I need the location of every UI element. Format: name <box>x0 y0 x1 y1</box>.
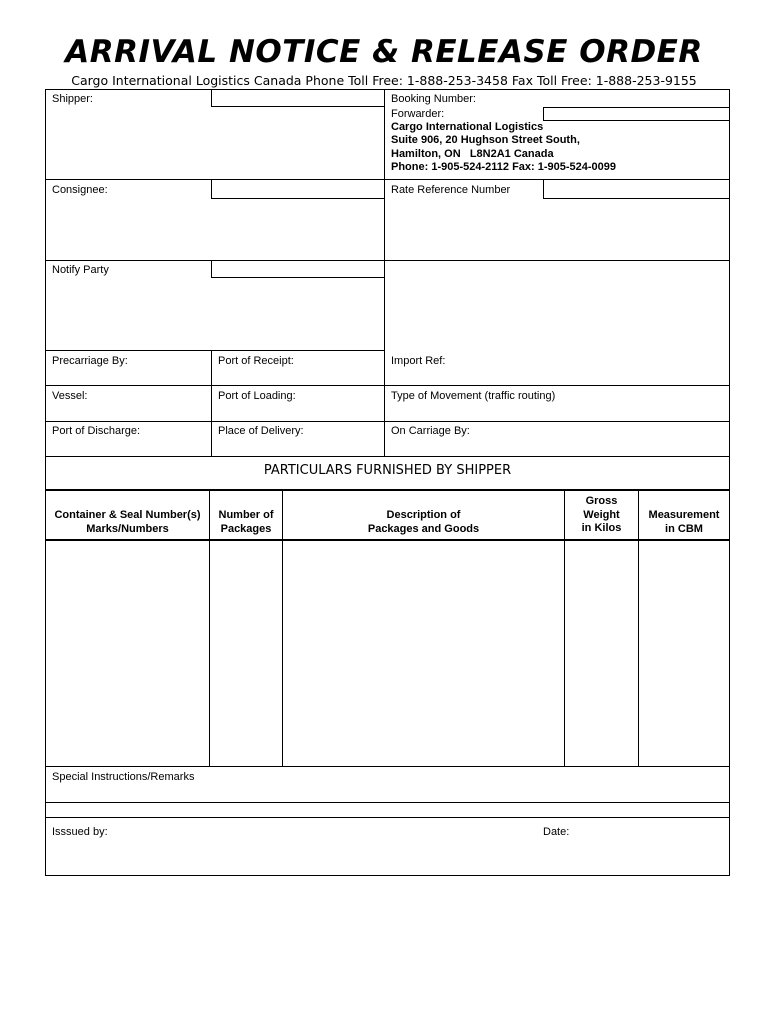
shipper-input[interactable] <box>211 89 385 107</box>
type-of-movement-label: Type of Movement (traffic routing) <box>391 390 556 402</box>
forwarder-input[interactable] <box>543 107 730 121</box>
forwarder-address-line4: Phone: 1-905-524-2112 Fax: 1-905-524-0099 <box>391 161 617 173</box>
forwarder-address-line3: Hamilton, ON L8N2A1 Canada <box>391 148 554 160</box>
port-of-receipt-label: Port of Receipt: <box>218 355 294 367</box>
import-ref-label: Import Ref: <box>391 355 446 367</box>
column-header-measurement: Measurement in CBM <box>648 509 720 535</box>
divider <box>45 817 730 818</box>
shipper-label: Shipper: <box>52 93 93 105</box>
company-contact-line: Cargo International Logistics Canada Phone Toll Free: 1-888-253-3458 Fax Toll Free: 1-888-253-9155 <box>71 73 697 88</box>
divider <box>45 350 384 351</box>
column-header-container-seal: Container & Seal Number(s) Marks/Numbers <box>54 509 201 535</box>
place-of-delivery-label: Place of Delivery: <box>218 425 304 437</box>
divider <box>45 802 730 803</box>
divider <box>211 350 212 456</box>
on-carriage-by-label: On Carriage By: <box>391 425 470 437</box>
divider <box>45 456 730 457</box>
notify-party-input[interactable] <box>211 260 385 278</box>
column-header-description: Description of Packages and Goods <box>367 509 480 535</box>
precarriage-by-label: Precarriage By: <box>52 355 128 367</box>
column-header-gross-weight: Gross Weight in Kilos <box>581 495 622 534</box>
divider <box>45 260 730 261</box>
divider <box>45 489 730 491</box>
rate-reference-input[interactable] <box>543 179 730 199</box>
column-header-number-of-packages: Number of Packages <box>218 509 274 535</box>
forwarder-address-line2: Suite 906, 20 Hughson Street South, <box>391 134 580 146</box>
rate-reference-label: Rate Reference Number <box>391 184 511 196</box>
date-label: Date: <box>543 826 570 838</box>
notify-party-label: Notify Party <box>52 264 109 276</box>
divider <box>45 766 730 767</box>
port-of-discharge-label: Port of Discharge: <box>52 425 141 437</box>
port-of-loading-label: Port of Loading: <box>218 390 296 402</box>
particulars-heading: PARTICULARS FURNISHED BY SHIPPER <box>263 463 512 478</box>
vessel-label: Vessel: <box>52 390 88 402</box>
divider <box>45 421 730 422</box>
special-instructions-label: Special Instructions/Remarks <box>52 771 195 783</box>
divider <box>45 539 730 541</box>
forwarder-label: Forwarder: <box>391 108 445 120</box>
consignee-input[interactable] <box>211 179 385 199</box>
forwarder-address-line1: Cargo International Logistics <box>391 121 544 133</box>
booking-number-label: Booking Number: <box>391 93 476 105</box>
issued-by-label: Isssued by: <box>52 826 108 838</box>
consignee-label: Consignee: <box>52 184 108 196</box>
document-title: ARRIVAL NOTICE & RELEASE ORDER <box>65 34 703 70</box>
form-frame <box>45 89 730 876</box>
divider <box>45 385 730 386</box>
